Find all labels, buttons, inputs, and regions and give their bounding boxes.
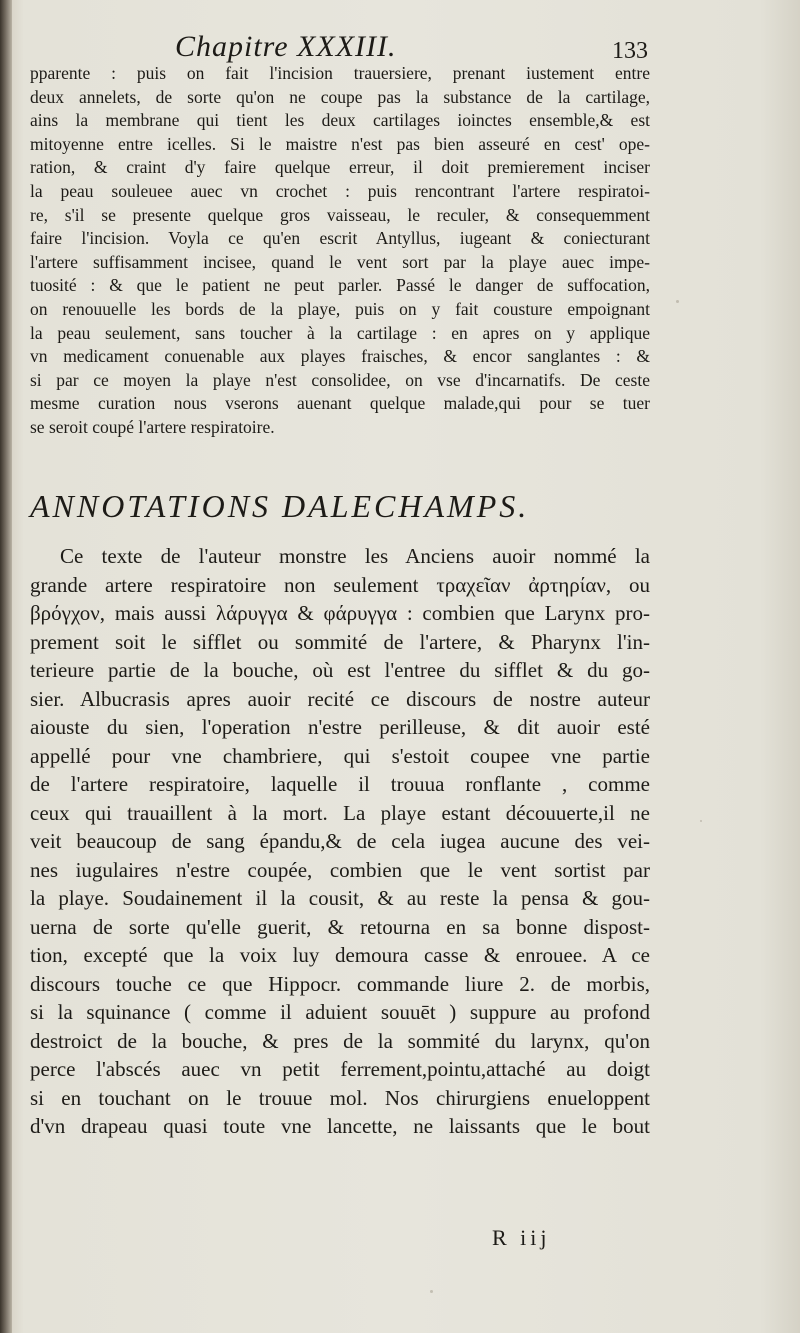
- text-line: βρόγχον, mais aussi λάρυγγα & φάρυγγα : combien que Larynx pro-: [30, 601, 650, 625]
- text-line: discours touche ce que Hippocr. commande liure 2. de morbis,: [30, 971, 650, 996]
- paper-speck: [676, 300, 679, 303]
- text-line: on renouuelle les bords de la playe, puis on y fait cousture empoignant: [30, 298, 650, 319]
- text-line: uerna de sorte qu'elle guerit, & retourna en sa bonne dispost-: [30, 914, 650, 939]
- text-line: si la squinance ( comme il aduient souuēt ) suppure au profond: [30, 1000, 650, 1024]
- text-line: si par ce moyen la playe n'est consolidee, on vse d'incarnatifs. De ceste: [30, 369, 650, 390]
- text-line: deux annelets, de sorte qu'on ne coupe pas la substance de la cartilage,: [30, 86, 650, 107]
- book-spine-shadow: [0, 0, 12, 1333]
- text-line: vn medicament conuenable aux playes fraisches, & encor sanglantes : &: [30, 346, 650, 367]
- paper-speck: [700, 820, 702, 822]
- chapter-title: Chapitre XXXIII.: [175, 30, 397, 63]
- page-number: 133: [612, 38, 648, 64]
- text-line: Ce texte de l'auteur monstre les Anciens auoir nommé la: [60, 544, 650, 568]
- text-line: veit beaucoup de sang épandu,& de cela iugea aucune des vei-: [30, 829, 650, 853]
- text-line: pparente : puis on fait l'incision trauersiere, prenant iustement entre: [30, 63, 650, 83]
- text-line: sier. Albucrasis apres auoir recité ce discours de nostre auteur: [30, 686, 650, 711]
- signature-mark: R iij: [492, 1225, 551, 1250]
- text-line: si en touchant on le trouue mol. Nos chirurgiens enueloppent: [30, 1085, 650, 1110]
- text-line-last: se seroit coupé l'artere respiratoire.: [30, 416, 275, 437]
- text-line: la peau seulement, sans toucher à la cartilage : en apres on y applique: [30, 322, 650, 343]
- text-line: tion, excepté que la voix luy demoura casse & enrouee. A ce: [30, 943, 650, 967]
- text-line: la peau souleuee auec vn crochet : puis rencontrant l'artere respiratoi-: [30, 180, 650, 201]
- paper-speck: [430, 1290, 433, 1293]
- text-line: destroict de la bouche, & pres de la sommité du larynx, qu'on: [30, 1028, 650, 1053]
- text-line: re, s'il se presente quelque gros vaisseau, le reculer, & consequemment: [30, 204, 650, 225]
- text-line: grande artere respiratoire non seulement τραχεῖαν ἀρτηρίαν, ou: [30, 572, 650, 597]
- main-paragraph: [30, 62, 650, 440]
- text-line: ains la membrane qui tient les deux cartilages ioinctes ensemble,& est: [30, 110, 650, 131]
- text-line: appellé pour vne chambriere, qui s'estoit coupee vne partie: [30, 743, 650, 768]
- text-line: d'vn drapeau quasi toute vne lancette, ne laissants que le bout: [30, 1114, 650, 1138]
- text-line: perce l'abscés auec vn petit ferrement,pointu,attaché au doigt: [30, 1057, 650, 1081]
- annotation-paragraph: [30, 542, 650, 1141]
- text-line: tuosité : & que le patient ne peut parler. Passé le danger de suffocation,: [30, 275, 650, 296]
- text-line: terieure partie de la bouche, où est l'entree du sifflet & du go-: [30, 658, 650, 682]
- text-line: mitoyenne entre icelles. Si le maistre n'est pas bien asseuré en cest' ope-: [30, 133, 650, 154]
- text-line: nes iugulaires n'estre coupée, combien que le vent sortist par: [30, 857, 650, 882]
- text-line: ceux qui trauaillent à la mort. La playe estant découuerte,il ne: [30, 800, 650, 825]
- text-line: mesme curation nous vserons auenant quelque malade,qui pour se tuer: [30, 393, 650, 414]
- text-line: prement soit le sifflet ou sommité de l'artere, & Pharynx l'in-: [30, 629, 650, 654]
- text-line: ration, & craint d'y faire quelque erreur, il doit premierement inciser: [30, 157, 650, 178]
- section-heading: ANNOTATIONS DALECHAMPS.: [30, 488, 530, 524]
- text-line: de l'artere respiratoire, laquelle il trouua ronflante , comme: [30, 772, 650, 796]
- text-line: aiouste du sien, l'operation n'estre perilleuse, & dit auoir esté: [30, 715, 650, 739]
- text-line: l'artere suffisamment incisee, quand le vent sort par la playe auec impe-: [30, 251, 650, 272]
- text-line: la playe. Soudainement il la cousit, & au reste la pensa & gou-: [30, 886, 650, 910]
- text-line: faire l'incision. Voyla ce qu'en escrit Antyllus, iugeant & coniecturant: [30, 228, 650, 249]
